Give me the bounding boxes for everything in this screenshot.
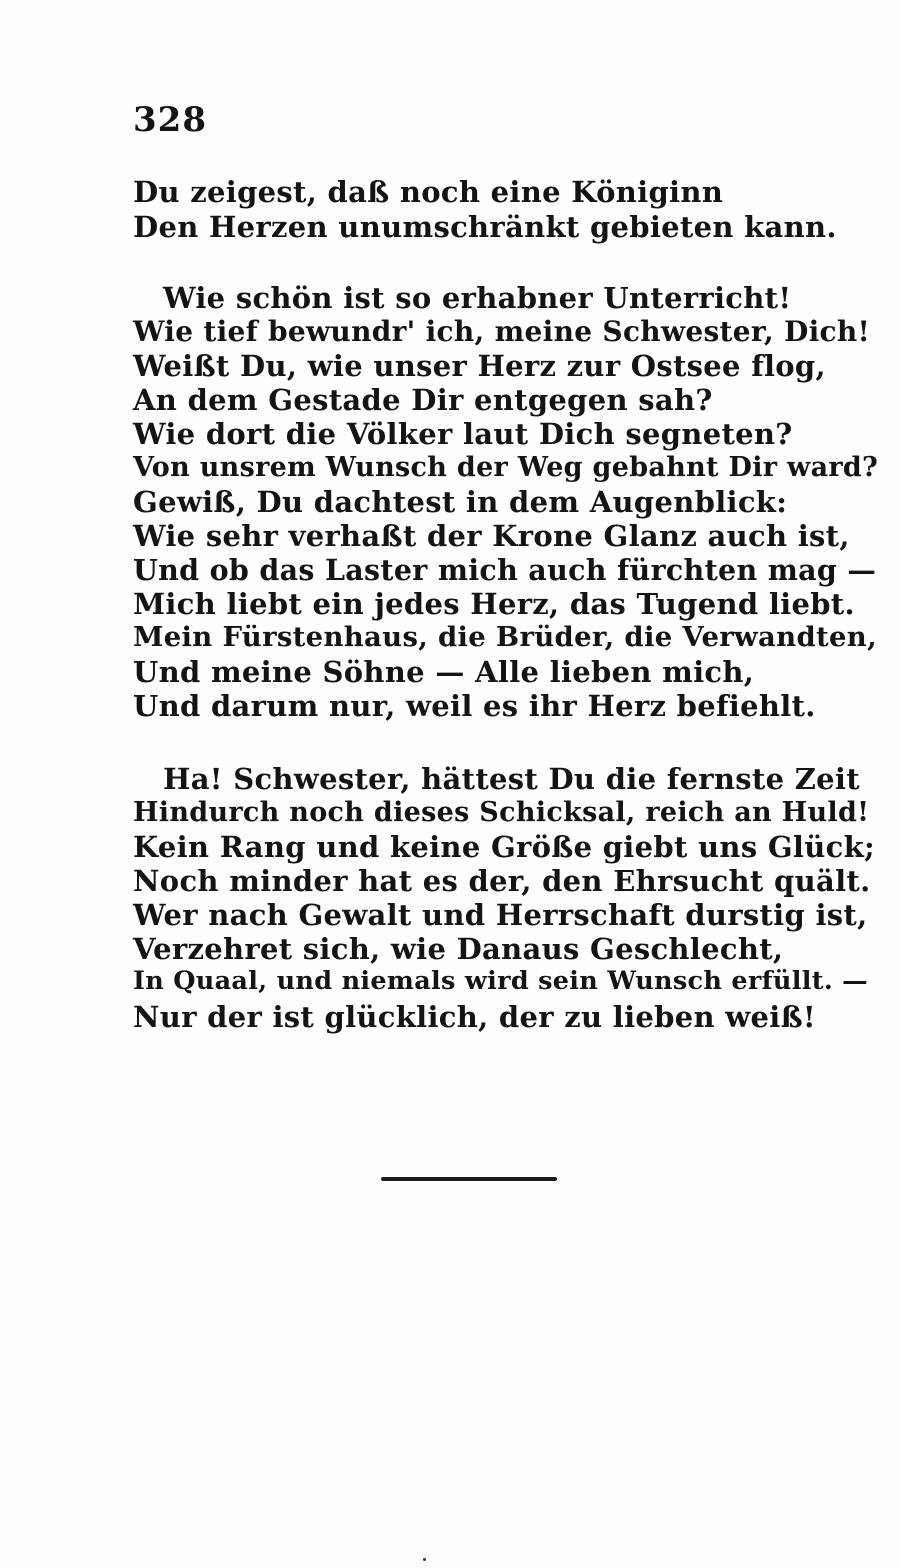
poem-line: Gewiß, Du dachtest in dem Augenblick: <box>133 485 788 519</box>
poem-line: Und darum nur, weil es ihr Herz befiehlt. <box>133 689 816 723</box>
poem-line: Verzehret sich, wie Danaus Geschlecht, <box>133 932 784 966</box>
poem-line: An dem Gestade Dir entgegen sah? <box>133 383 713 417</box>
poem-line: Hindurch noch dieses Schicksal, reich an Huld! <box>133 797 870 828</box>
poem-line: In Quaal, und niemals wird sein Wunsch erfüllt. — <box>133 966 868 996</box>
poem-line: Ha! Schwester, hättest Du die fernste Zeit <box>163 762 860 796</box>
poem-line: Mein Fürstenhaus, die Brüder, die Verwandten, <box>133 621 877 653</box>
poem-line: Und meine Söhne — Alle lieben mich, <box>133 655 755 689</box>
poem-line: Wie dort die Völker laut Dich segneten? <box>133 417 793 451</box>
poem-line: Wer nach Gewalt und Herrschaft durstig ist, <box>133 898 868 932</box>
poem-line: Du zeigest, daß noch eine Königinn <box>133 175 724 209</box>
end-rule <box>381 1177 557 1181</box>
poem-line: Wie sehr verhaßt der Krone Glanz auch ist, <box>133 519 850 553</box>
poem-line: Den Herzen unumschränkt gebieten kann. <box>133 210 837 244</box>
poem-line: Und ob das Laster mich auch fürchten mag — <box>133 553 877 587</box>
poem-line: Nur der ist glücklich, der zu lieben weiß! <box>133 1000 816 1034</box>
poem-line: Mich liebt ein jedes Herz, das Tugend liebt. <box>133 587 855 621</box>
poem-line: Weißt Du, wie unser Herz zur Ostsee flog, <box>133 349 826 383</box>
poem-line: Noch minder hat es der, den Ehrsucht quält. <box>133 864 871 898</box>
poem-line: Wie tief bewundr' ich, meine Schwester, Dich! <box>133 315 871 348</box>
ink-speck <box>423 1558 426 1561</box>
poem-line: Kein Rang und keine Größe giebt uns Glück; <box>133 830 875 864</box>
poem-line: Von unsrem Wunsch der Weg gebahnt Dir ward? <box>133 452 879 483</box>
poem-line: Wie schön ist so erhabner Unterricht! <box>163 281 792 315</box>
page-number: 328 <box>133 100 207 140</box>
